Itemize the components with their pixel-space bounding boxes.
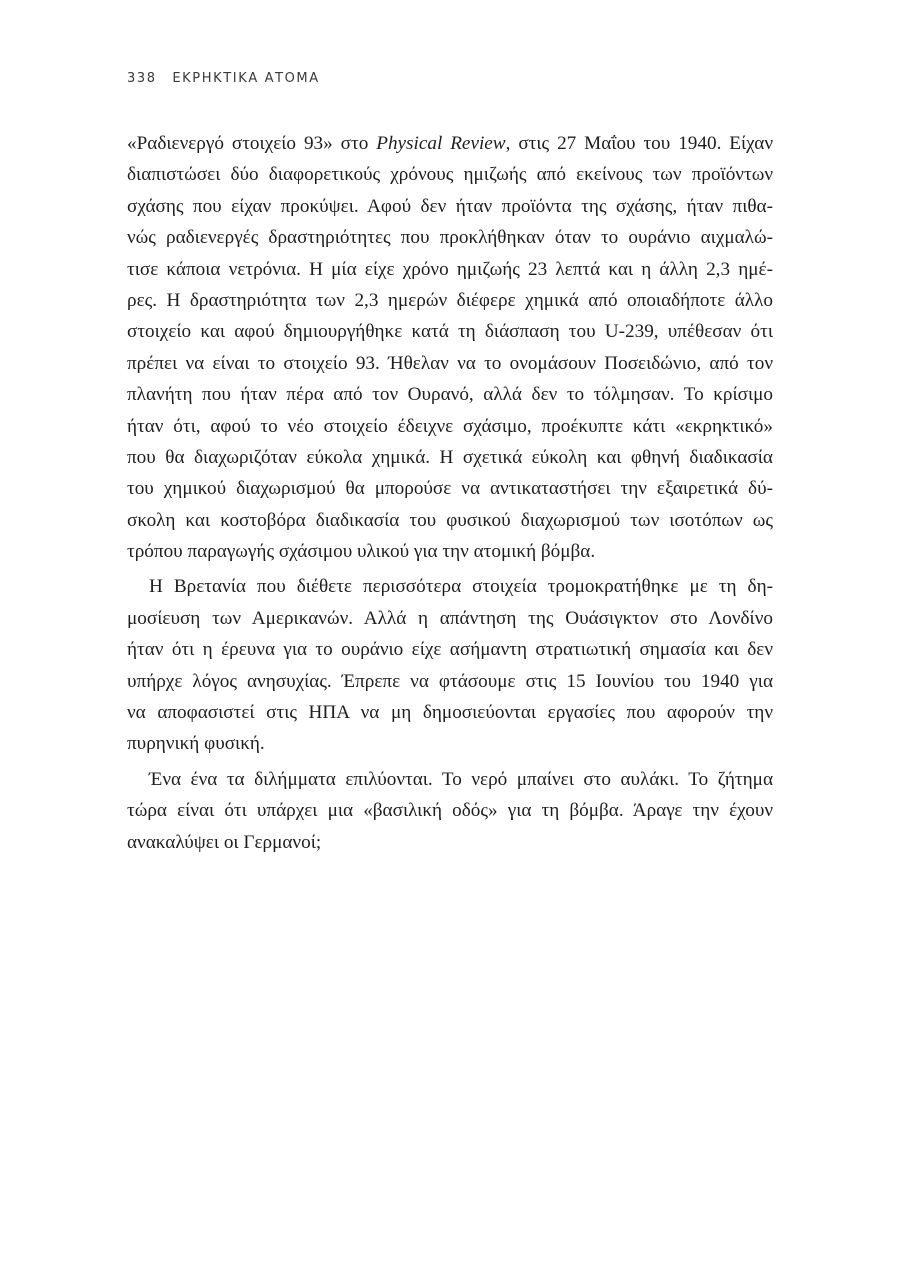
text-line: σχάσης που είχαν προκύψει. Αφού δεν ήταν προϊόντα της σχάσης, ήταν πιθα- [127, 195, 773, 217]
paragraph-2 [127, 571, 773, 759]
text-line: «Ραδιενεργό στοιχείο 93» στο Physical Review, στις 27 Μαΐου του 1940. Είχαν [127, 133, 773, 154]
text-line: διαπιστώσει δύο διαφορετικούς χρόνους ημιζωής από εκείνους των προϊόντων [127, 164, 773, 186]
page-number: 338 [127, 71, 157, 86]
text-line: ήταν ότι, αφού το νέο στοιχείο έδειχνε σχάσιμο, προέκυπτε κάτι «εκρηκτικό» [127, 415, 773, 437]
text-line: τώρα είναι ότι υπάρχει μια «βασιλική οδός» για τη βόμβα. Άραγε την έχουν [127, 800, 773, 822]
text-line: του χημικού διαχωρισμού θα μπορούσε να αντικαταστήσει την εξαιρετικά δύ- [127, 478, 773, 500]
text-line: στοιχείο και αφού δημιουργήθηκε κατά τη διάσπαση του U-239, υπέθεσαν ότι [127, 321, 773, 343]
running-head [127, 71, 320, 86]
text-line: Η Βρετανία που διέθετε περισσότερα στοιχεία τρομοκρατήθηκε με τη δη- [149, 576, 773, 598]
paragraph-1 [127, 128, 773, 567]
text-line: να αποφασιστεί στις ΗΠΑ να μη δημοσιεύονται εργασίες που αφορούν την [127, 702, 773, 724]
text-line: μοσίευση των Αμερικανών. Αλλά η απάντηση της Ουάσιγκτον στο Λονδίνο [127, 607, 773, 629]
text-line: ήταν ότι η έρευνα για το ουράνιο είχε ασήμαντη στρατιωτική σημασία και δεν [127, 639, 773, 661]
text-line: τρόπου παραγωγής σχάσιμου υλικού για την ατομική βόμβα. [127, 541, 596, 563]
book-title: ΕΚΡΗΚΤΙΚΑ ΑΤΟΜΑ [172, 71, 320, 86]
text-line: Ένα ένα τα διλήμματα επιλύονται. Το νερό μπαίνει στο αυλάκι. Το ζήτημα [149, 768, 773, 790]
text-line: πλανήτη που ήταν πέρα από τον Ουρανό, αλλά δεν το τόλμησαν. Το κρίσιμο [127, 384, 773, 406]
text-line: σκολη και κοστοβόρα διαδικασία του φυσικού διαχωρισμού των ισοτόπων ως [127, 509, 773, 531]
text-line: που θα διαχωριζόταν εύκολα χημικά. Η σχετικά εύκολη και φθηνή διαδικασία [127, 446, 773, 468]
text-line: τισε κάποια νετρόνια. Η μία είχε χρόνο ημιζωής 23 λεπτά και η άλλη 2,3 ημέ- [127, 258, 773, 280]
body-text [127, 128, 773, 858]
text-line: υπήρχε λόγος ανησυχίας. Έπρεπε να φτάσουμε στις 15 Ιουνίου του 1940 για [127, 670, 773, 692]
text-line: πρέπει να είναι το στοιχείο 93. Ήθελαν να το ονομάσουν Ποσειδώνιο, από τον [127, 352, 773, 374]
text-line: πυρηνική φυσική. [127, 733, 265, 755]
text-line: ανακαλύψει οι Γερμανοί; [127, 831, 322, 853]
journal-title: Physical Review [376, 133, 506, 154]
text-line: ρες. Η δραστηριότητα των 2,3 ημερών διέφερε χημικά από οποιαδήποτε άλλο [127, 289, 773, 311]
paragraph-3 [127, 764, 773, 858]
text-line: νώς ραδιενεργές δραστηριότητες που προκλήθηκαν όταν το ουράνιο αιχμαλώ- [127, 227, 773, 249]
